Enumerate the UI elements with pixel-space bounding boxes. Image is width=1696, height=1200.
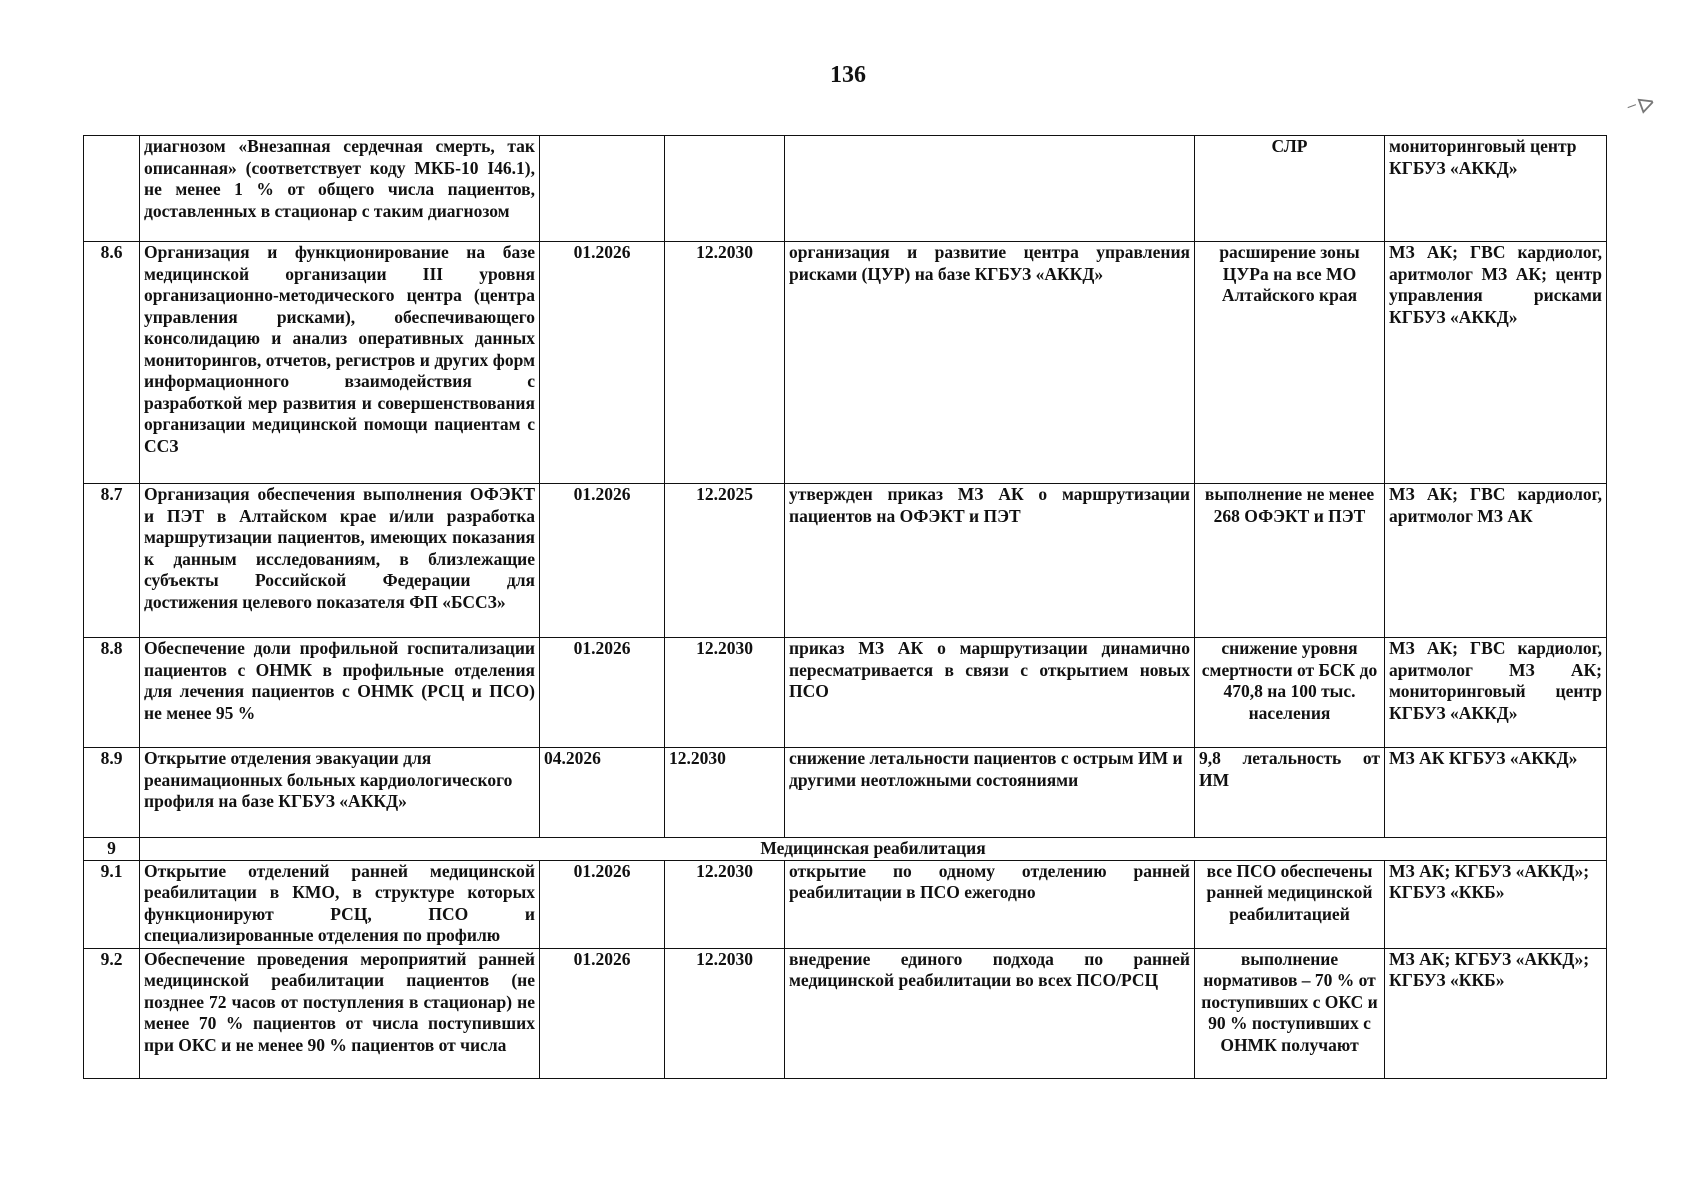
end-date-cell: 12.2030 <box>665 748 785 838</box>
responsible-cell: МЗ АК; ГВС кардиолог, аритмолог МЗ АК; центр управления рисками КГБУЗ «АККД» <box>1385 242 1607 484</box>
section-row <box>84 838 1607 861</box>
end-date-cell: 12.2030 <box>665 638 785 748</box>
event-cell: Обеспечение проведения мероприятий ранней медицинской реабилитации пациентов (не позднее 72 часов от поступления в стационар) не менее 70 % пациентов от числа поступивших при ОКС и не менее 90 % пациентов от числа <box>140 948 540 1078</box>
row-number: 8.8 <box>84 638 140 748</box>
end-date-cell: 12.2025 <box>665 484 785 638</box>
result-cell: утвержден приказ МЗ АК о маршрутизации пациентов на ОФЭКТ и ПЭТ <box>785 484 1195 638</box>
result-cell <box>785 136 1195 242</box>
indicator-cell: выполнение нормативов – 70 % от поступивших с ОКС и 90 % поступивших с ОНМК получают <box>1195 948 1385 1078</box>
event-cell: Обеспечение доли профильной госпитализации пациентов с ОНМК в профильные отделения для лечения пациентов с ОНМК (РСЦ и ПСО) не менее 95 % <box>140 638 540 748</box>
start-date-cell: 01.2026 <box>540 484 665 638</box>
indicator-cell: расширение зоны ЦУРа на все МО Алтайского края <box>1195 242 1385 484</box>
row-number: 8.6 <box>84 242 140 484</box>
end-date-cell: 12.2030 <box>665 242 785 484</box>
row-number: 8.7 <box>84 484 140 638</box>
start-date-cell: 01.2026 <box>540 860 665 948</box>
result-cell: внедрение единого подхода по ранней медицинской реабилитации во всех ПСО/РСЦ <box>785 948 1195 1078</box>
responsible-cell: МЗ АК; ГВС кардиолог, аритмолог МЗ АК <box>1385 484 1607 638</box>
start-date-cell: 01.2026 <box>540 638 665 748</box>
row-number: 8.9 <box>84 748 140 838</box>
scan-mark-icon: ⁻ᐅ <box>1624 90 1660 125</box>
measures-table <box>83 135 1607 1079</box>
indicator-cell: выполнение не менее 268 ОФЭКТ и ПЭТ <box>1195 484 1385 638</box>
indicator-cell: СЛР <box>1195 136 1385 242</box>
result-cell: снижение летальности пациентов с острым ИМ и другими неотложными состояниями <box>785 748 1195 838</box>
event-cell: Организация и функционирование на базе медицинской организации III уровня организационно-методического центра (центра управления рисками), обеспечивающего консолидацию и анализ оперативных данных мониторингов, отчетов, регистров и других форм информационного взаимодействия с разработкой мер развития и совершенствования организации медицинской помощи пациентам с ССЗ <box>140 242 540 484</box>
row-number: 9.2 <box>84 948 140 1078</box>
responsible-cell: МЗ АК КГБУЗ «АККД» <box>1385 748 1607 838</box>
event-cell: Открытие отделения эвакуации для реанимационных больных кардиологического профиля на базе КГБУЗ «АККД» <box>140 748 540 838</box>
indicator-cell: 9,8 летальность от ИМ <box>1195 748 1385 838</box>
start-date-cell <box>540 136 665 242</box>
result-cell: приказ МЗ АК о маршрутизации динамично пересматривается в связи с открытием новых ПСО <box>785 638 1195 748</box>
table-row <box>84 242 1607 484</box>
indicator-cell: все ПСО обеспечены ранней медицинской реабилитацией <box>1195 860 1385 948</box>
event-cell: Организация обеспечения выполнения ОФЭКТ и ПЭТ в Алтайском крае и/или разработка маршрутизации пациентов, имеющих показания к данным исследованиям, в близлежащие субъекты Российской Федерации для достижения целевого показателя ФП «БССЗ» <box>140 484 540 638</box>
event-cell: Открытие отделений ранней медицинской реабилитации в КМО, в структуре которых функционируют РСЦ, ПСО и специализированные отделения по профилю <box>140 860 540 948</box>
result-cell: организация и развитие центра управления рисками (ЦУР) на базе КГБУЗ «АККД» <box>785 242 1195 484</box>
result-cell: открытие по одному отделению ранней реабилитации в ПСО ежегодно <box>785 860 1195 948</box>
section-number: 9 <box>84 838 140 861</box>
start-date-cell: 04.2026 <box>540 748 665 838</box>
row-number: 9.1 <box>84 860 140 948</box>
section-title: Медицинская реабилитация <box>140 838 1607 861</box>
table-row <box>84 860 1607 948</box>
row-number <box>84 136 140 242</box>
table-row <box>84 638 1607 748</box>
responsible-cell: МЗ АК; КГБУЗ «АККД»; КГБУЗ «ККБ» <box>1385 948 1607 1078</box>
start-date-cell: 01.2026 <box>540 948 665 1078</box>
start-date-cell: 01.2026 <box>540 242 665 484</box>
table-row <box>84 484 1607 638</box>
end-date-cell <box>665 136 785 242</box>
responsible-cell: МЗ АК; ГВС кардиолог, аритмолог МЗ АК; мониторинговый центр КГБУЗ «АККД» <box>1385 638 1607 748</box>
table-row <box>84 748 1607 838</box>
end-date-cell: 12.2030 <box>665 860 785 948</box>
indicator-cell: снижение уровня смертности от БСК до 470,8 на 100 тыс. населения <box>1195 638 1385 748</box>
responsible-cell: МЗ АК; КГБУЗ «АККД»; КГБУЗ «ККБ» <box>1385 860 1607 948</box>
table-row <box>84 948 1607 1078</box>
end-date-cell: 12.2030 <box>665 948 785 1078</box>
responsible-cell: мониторинговый центр КГБУЗ «АККД» <box>1385 136 1607 242</box>
event-cell: диагнозом «Внезапная сердечная смерть, так описанная» (соответствует коду МКБ-10 I46.1), не менее 1 % от общего числа пациентов, доставленных в стационар с таким диагнозом <box>140 136 540 242</box>
table-row <box>84 136 1607 242</box>
page-number: 136 <box>830 62 866 88</box>
